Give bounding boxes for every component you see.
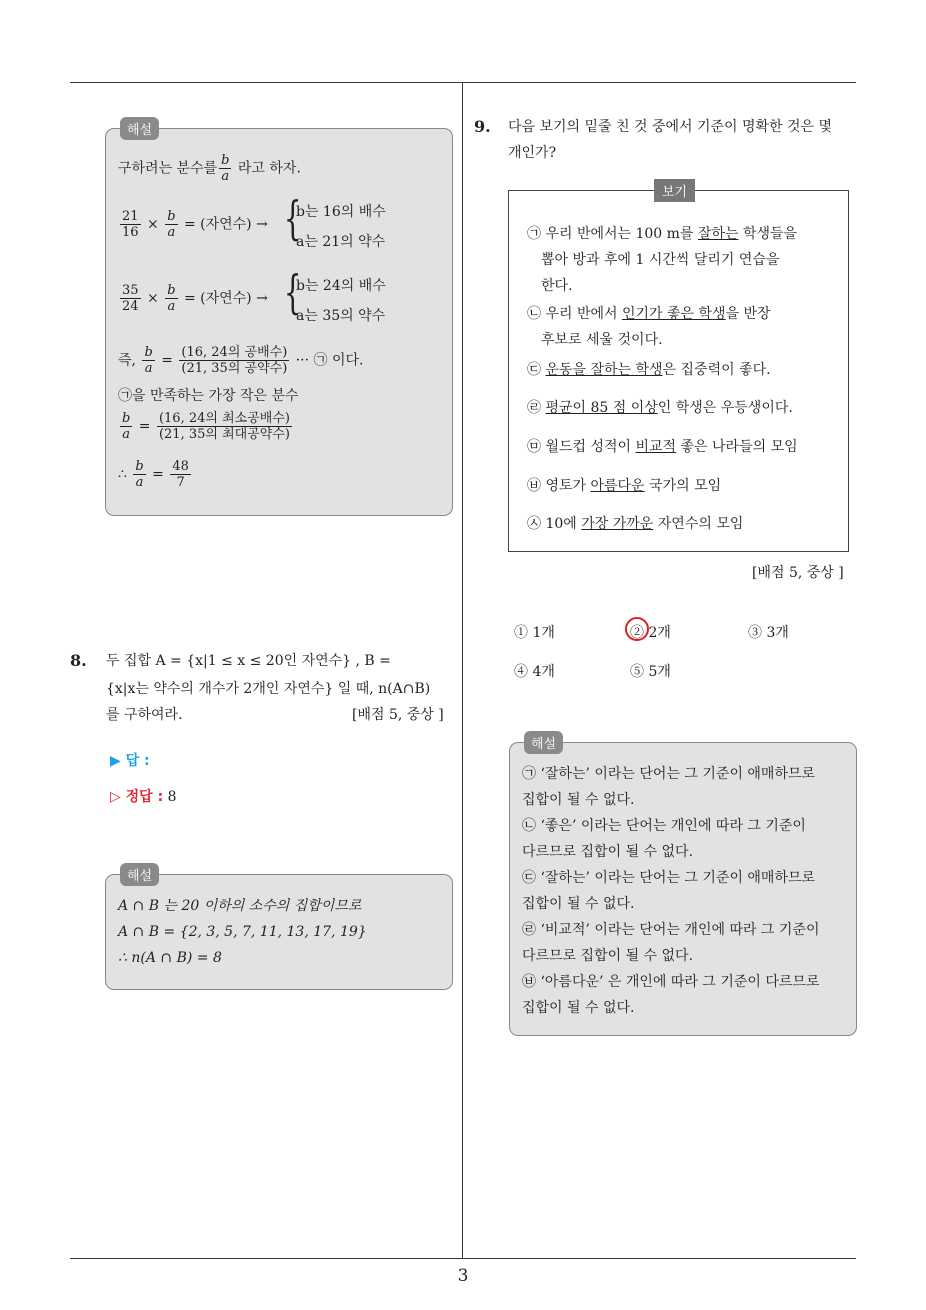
example-item-3: ㉢ 운동을 잘하는 학생은 집중력이 좋다. [527, 362, 771, 378]
solution-box-7 [105, 123, 453, 516]
sol7-line-6: $\frac{b}{a}$ = $\frac{\text{(16, 24의 최소공배수)}}{\text{(21, 35의 최대공약수)}}$ [122, 411, 290, 442]
sol9-line-10: 집합이 될 수 없다. [522, 1000, 635, 1016]
sol7-case-3: b는 24의 배수 [296, 278, 386, 294]
choice-5[interactable]: ⑤ 5개 [630, 664, 671, 680]
solution-tag: 해설 [120, 863, 159, 886]
question-8-line-1: 두 집합 A = {x|1 ≤ x ≤ 20인 자연수} , B = [106, 653, 391, 669]
sol8-line-3: ∴ n(A ∩ B) = 8 [118, 950, 222, 966]
sol7-line-1: 구하려는 분수를 $\frac{b}{a}$ 라고 하자. [118, 153, 301, 184]
question-9-score: [배점 5, 중상 ] [752, 565, 844, 581]
choice-3[interactable]: ③ 3개 [748, 625, 789, 641]
selected-answer-circle [625, 617, 649, 641]
example-item-1: ㉠ 우리 반에서는 100 m를 잘하는 학생들을 [527, 226, 798, 242]
question-9-number: 9. [474, 117, 491, 136]
sol9-line-9: ㉥ ‘아름다운’ 은 개인에 따라 그 기준이 다르므로 [522, 974, 820, 990]
question-8-number: 8. [70, 651, 87, 670]
solution-box-8 [105, 869, 453, 990]
example-item-2-cont: 후보로 세울 것이다. [541, 332, 663, 348]
answer-input-label[interactable]: ▶ 답 : [110, 753, 150, 769]
sol8-line-2: A ∩ B = {2, 3, 5, 7, 11, 13, 17, 19} [118, 924, 367, 940]
question-9-line-1: 다음 보기의 밑줄 친 것 중에서 기준이 명확한 것은 몇 [508, 119, 833, 135]
example-item-7: ㉦ 10에 가장 가까운 자연수의 모임 [527, 516, 744, 532]
example-item-4: ㉣ 평균이 85 점 이상인 학생은 우등생이다. [527, 400, 793, 416]
example-box [508, 185, 849, 552]
example-item-1-cont-1: 뽑아 방과 후에 1 시간씩 달리기 연습을 [541, 252, 780, 268]
sol9-line-4: 다르므로 집합이 될 수 없다. [522, 844, 694, 860]
sol7-line-7: ∴ $\frac{b}{a}$ = $\frac{48}{7}$ [118, 459, 189, 490]
solution-tag: 해설 [120, 117, 159, 140]
correct-answer: ▷ 정답 : 8 [110, 789, 177, 805]
sol9-line-5: ㉢ ‘잘하는’ 이라는 단어는 그 기준이 애매하므로 [522, 870, 816, 886]
question-8-score: [배점 5, 중상 ] [352, 707, 444, 723]
example-item-1-cont-2: 한다. [541, 278, 573, 294]
sol9-line-7: ㉣ ‘비교적’ 이라는 단어는 개인에 따라 그 기준이 [522, 922, 820, 938]
sol7-case-4: a는 35의 약수 [296, 308, 386, 324]
sol9-line-6: 집합이 될 수 없다. [522, 896, 635, 912]
column-divider [462, 83, 463, 1258]
solution-box-9 [509, 737, 857, 1036]
choice-2[interactable]: ② 2개 [630, 625, 671, 641]
question-8-line-2: {x|x는 약수의 개수가 2개인 자연수} 일 때, n(A∩B) [106, 681, 431, 697]
sol8-line-1: A ∩ B 는 20 이하의 소수의 집합이므로 [118, 898, 362, 914]
sol9-line-1: ㉠ ‘잘하는’ 이라는 단어는 그 기준이 애매하므로 [522, 766, 816, 782]
example-tag: 보기 [654, 179, 695, 202]
choice-4[interactable]: ④ 4개 [514, 664, 555, 680]
question-8-line-3: 를 구하여라. [106, 707, 183, 723]
sol7-line-3: $\frac{35}{24}$ × $\frac{b}{a}$ = (자연수) → [122, 283, 268, 314]
choice-1[interactable]: ① 1개 [514, 625, 555, 641]
question-9-line-2: 개인가? [508, 145, 557, 161]
solution-tag: 해설 [524, 731, 563, 754]
bottom-rule [70, 1258, 856, 1259]
sol9-line-2: 집합이 될 수 없다. [522, 792, 635, 808]
example-item-2: ㉡ 우리 반에서 인기가 좋은 학생을 반장 [527, 306, 771, 322]
example-item-5: ㉤ 월드컵 성적이 비교적 좋은 나라들의 모임 [527, 439, 798, 455]
sol7-case-1: b는 16의 배수 [296, 204, 386, 220]
sol7-line-5: ㉠을 만족하는 가장 작은 분수 [118, 388, 299, 404]
sol7-line-2: $\frac{21}{16}$ × $\frac{b}{a}$ = (자연수) → [122, 209, 268, 240]
sol7-brace-1: { [283, 191, 302, 245]
sol9-line-8: 다르므로 집합이 될 수 없다. [522, 948, 694, 964]
page-number: 3 [457, 1266, 469, 1286]
sol7-brace-2: { [283, 265, 302, 319]
top-rule [70, 82, 856, 83]
sol7-line-4: 즉, $\frac{b}{a}$ = $\frac{\text{(16, 24의 공배수)}}{\text{(21, 35의 공약수)}}$ ··· ㉠ 이다. [118, 345, 364, 376]
sol9-line-3: ㉡ ‘좋은’ 이라는 단어는 개인에 따라 그 기준이 [522, 818, 806, 834]
sol7-case-2: a는 21의 약수 [296, 234, 386, 250]
example-item-6: ㉥ 영토가 아름다운 국가의 모임 [527, 478, 722, 494]
